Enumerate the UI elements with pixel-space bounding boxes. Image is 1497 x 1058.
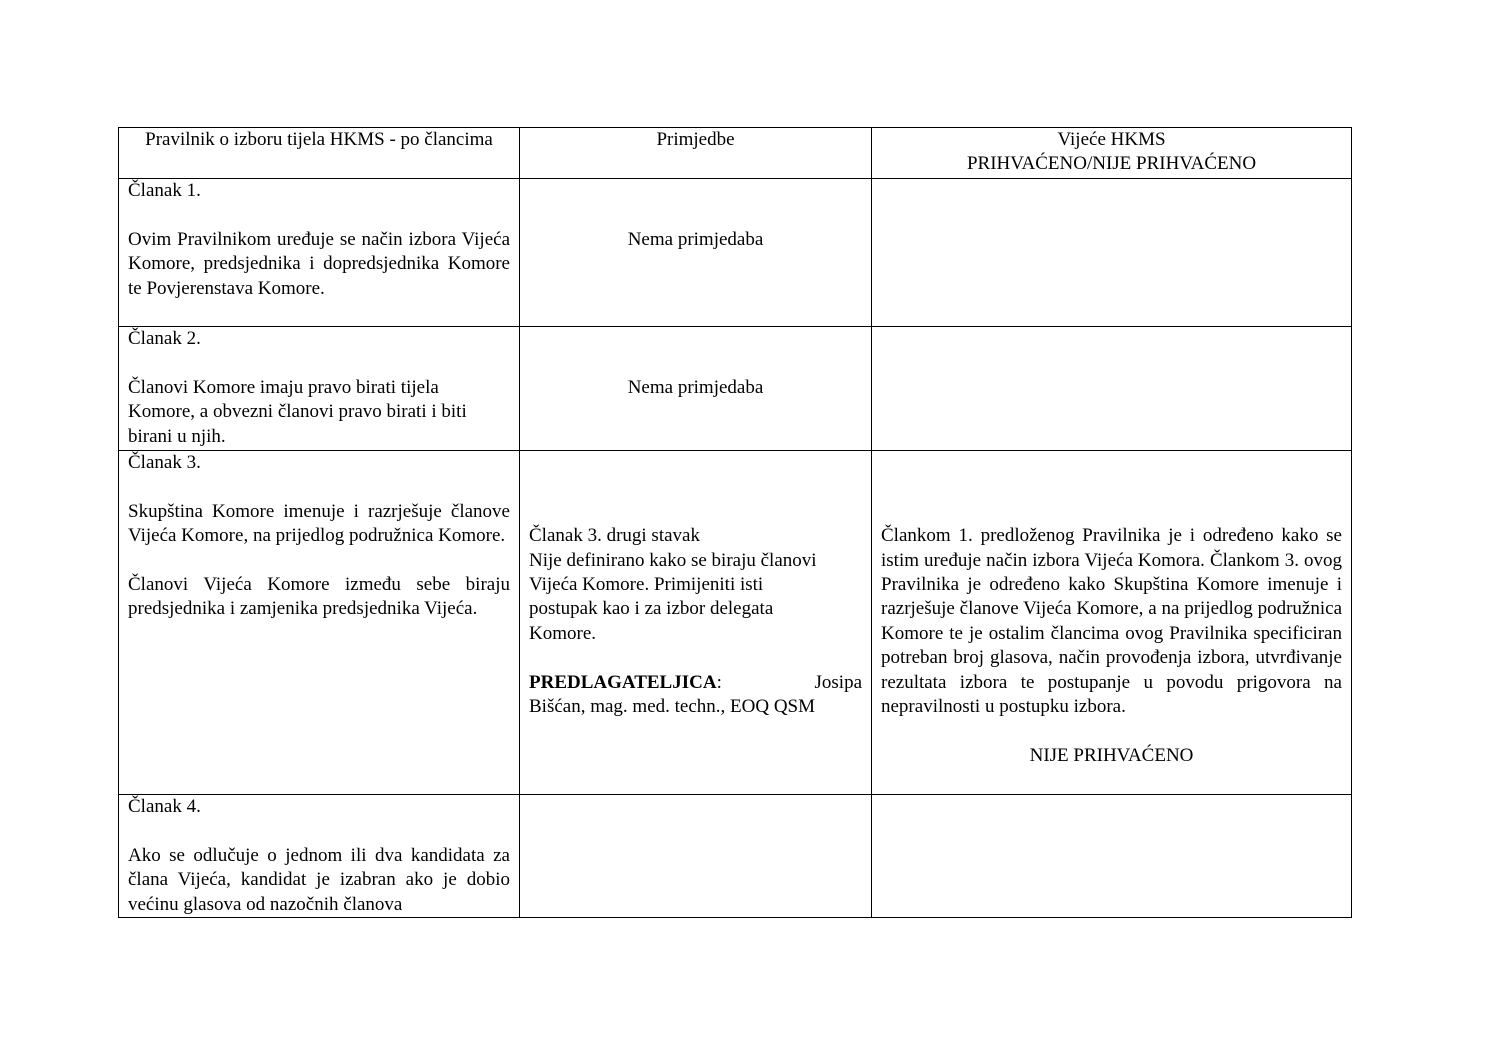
- header-remarks-label: Primjedbe: [656, 129, 735, 150]
- header-regulation-label: Pravilnik o izboru tijela HKMS - po člancima: [145, 129, 493, 150]
- article-text: Članovi Komore imaju pravo birati tijela Komore, a obvezni članovi pravo birati i biti birani u njih.: [128, 376, 467, 447]
- article-cell: [119, 451, 520, 795]
- article-title: Članak 3.: [128, 452, 201, 473]
- remark-cell: [520, 327, 872, 451]
- remark-text: Nema primjedaba: [627, 228, 764, 250]
- comments-table: [118, 127, 1352, 918]
- proposer-label: PREDLAGATELJICA: [529, 671, 717, 693]
- remark-text: Nije definirano kako se biraju članovi Vijeća Komore. Primijeniti isti postupak kao i za izbor delegata Komore.: [529, 549, 817, 644]
- article-text: Ako se odlučuje o jednom ili dva kandidata za člana Vijeća, kandidat je izabran ako je dobio većinu glasova od nazočnih članova: [128, 844, 510, 915]
- council-text: Člankom 1. predloženog Pravilnika je i određeno kako se istim uređuje način izbora Vijeća Komora. Člankom 3. ovog Pravilnika je određeno kako Skupština Komore imenuje i razrješuje članove Vijeća Komore, a na prijedlog podružnica Komore te je ostalim člancima ovog Pravilnika specificiran potreban broj glasova, način provođenja izbora, utvrđivanje rezultata izbora te postupanje u povodu prigovora na nepravilnosti u postupku izbora.: [881, 525, 1342, 718]
- table-header-row: [119, 128, 1352, 179]
- proposer-details: Bišćan, mag. med. techn., EOQ QSM: [529, 696, 816, 717]
- article-cell: [119, 795, 520, 918]
- remark-cell: [520, 795, 872, 918]
- council-cell: [872, 795, 1352, 918]
- article-title: Članak 2.: [128, 328, 201, 349]
- article-cell: [119, 327, 520, 451]
- article-text: Skupština Komore imenuje i razrješuje članove Vijeća Komore, na prijedlog podružnica Komore.: [128, 500, 510, 547]
- proposer-first-name: Josipa: [814, 671, 862, 693]
- article-text-2: Članovi Vijeća Komore između sebe biraju predsjednika i zamjenika predsjednika Vijeća.: [128, 574, 510, 620]
- council-decision: NIJE PRIHVAĆENO: [1029, 744, 1194, 766]
- proposer-line: PREDLAGATELJICA: Josipa: [529, 671, 862, 693]
- header-council-status: PRIHVAĆENO/NIJE PRIHVAĆENO: [966, 153, 1257, 175]
- remark-cell: [520, 179, 872, 327]
- remark-title: Članak 3. drugi stavak: [529, 525, 700, 547]
- table-row: [119, 179, 1352, 327]
- article-text: Ovim Pravilnikom uređuje se način izbora Vijeća Komore, predsjednika i dopredsjednika Komore te Povjerenstava Komore.: [128, 228, 510, 299]
- article-title: Članak 1.: [128, 180, 201, 201]
- table-row: [119, 795, 1352, 918]
- table-row: [119, 451, 1352, 795]
- article-title: Članak 4.: [128, 796, 201, 817]
- header-regulation: [119, 128, 520, 179]
- header-council: [872, 128, 1352, 179]
- header-council-label: Vijeće HKMS: [1057, 129, 1166, 150]
- table-row: [119, 327, 1352, 451]
- council-cell: [872, 451, 1352, 795]
- council-cell: [872, 327, 1352, 451]
- council-cell: [872, 179, 1352, 327]
- remark-text: Nema primjedaba: [627, 376, 764, 398]
- remark-cell: [520, 451, 872, 795]
- article-cell: [119, 179, 520, 327]
- header-remarks: [520, 128, 872, 179]
